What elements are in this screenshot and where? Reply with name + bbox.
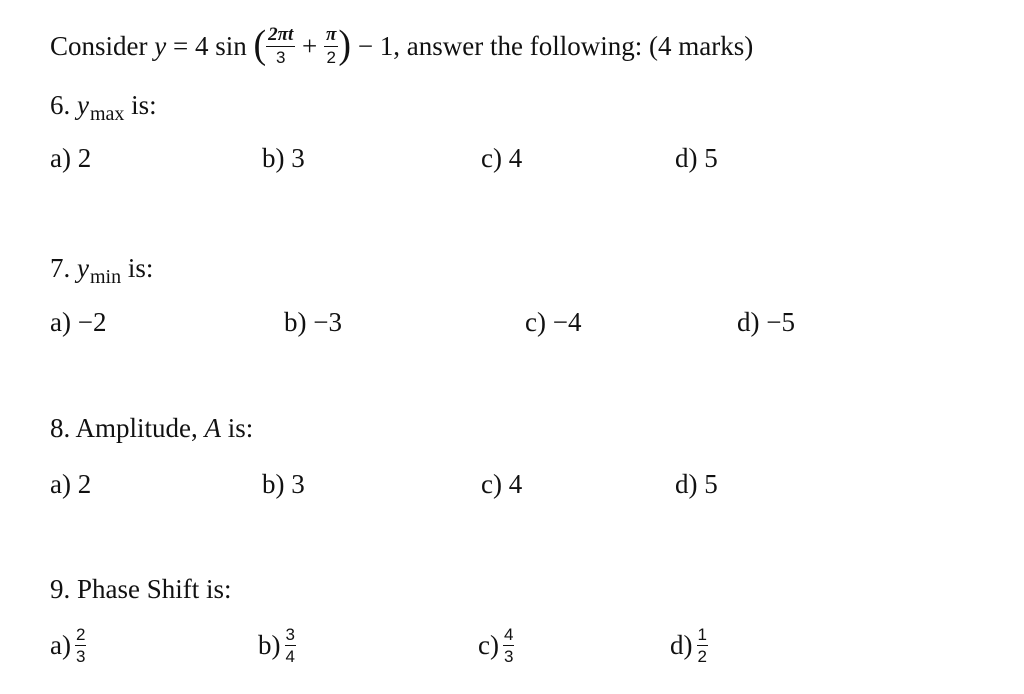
statement-suffix: − 1, answer the following: (4 marks) [351, 31, 754, 61]
fraction-numerator: 2 [75, 625, 86, 644]
question-6 [50, 90, 157, 125]
q6-option-b[interactable]: b) 3 [262, 143, 305, 173]
subscript-max: max [89, 103, 125, 125]
question-number: 7. [50, 253, 71, 283]
option-fraction [285, 626, 296, 665]
problem-statement [50, 24, 753, 69]
fraction-bar [75, 645, 86, 646]
question-tail: is: [121, 253, 154, 283]
q7-option-a[interactable]: a) −2 [50, 307, 107, 337]
amplitude-variable: A [204, 413, 221, 443]
question-tail: is: [124, 90, 157, 120]
question-number: 6. [50, 90, 71, 120]
option-fraction [75, 626, 86, 665]
q6-option-a[interactable]: a) 2 [50, 143, 92, 173]
q8-option-d[interactable]: d) 5 [675, 469, 718, 499]
fraction-denominator: 3 [75, 647, 86, 667]
fraction-numerator: π [326, 24, 337, 46]
q8-option-a[interactable]: a) 2 [50, 469, 92, 499]
y-variable: y [77, 253, 89, 283]
question-7 [50, 253, 154, 288]
question-tail: is: [221, 413, 254, 443]
q9-option-b[interactable] [258, 625, 296, 667]
open-paren: ( [253, 22, 267, 68]
q9-option-c[interactable] [478, 625, 514, 667]
option-fraction [697, 626, 708, 665]
fraction-bar [697, 645, 708, 646]
close-paren: ) [338, 22, 352, 68]
fraction-numerator: 2πt [268, 24, 294, 46]
fraction-bar [324, 46, 338, 47]
q7-option-b[interactable]: b) −3 [284, 307, 342, 337]
question-number: 8. [50, 413, 71, 443]
fraction-denominator: 3 [275, 48, 286, 68]
plus-sign: + [295, 31, 325, 61]
fraction-denominator: 2 [697, 647, 707, 667]
fraction-denominator: 2 [326, 48, 336, 68]
option-label: c) [478, 629, 499, 660]
question-number: 9. [50, 574, 71, 604]
equals-four-sin: = 4 sin [166, 31, 254, 61]
fraction-two-pi-t-over-three [266, 25, 295, 66]
question-8 [50, 415, 253, 442]
option-fraction [503, 626, 514, 665]
fraction-bar [503, 645, 514, 646]
y-variable: y [154, 31, 167, 61]
fraction-denominator: 4 [285, 647, 295, 667]
fraction-numerator: 1 [697, 625, 707, 644]
fraction-pi-over-two [324, 25, 338, 66]
q9-option-d[interactable] [670, 625, 708, 667]
question-text: Amplitude, [70, 413, 205, 443]
question-text: Phase Shift is: [70, 574, 232, 604]
option-label: d) [670, 629, 693, 660]
q6-option-d[interactable]: d) 5 [675, 143, 718, 173]
q8-option-b[interactable]: b) 3 [262, 469, 305, 499]
option-label: a) [50, 629, 71, 660]
subscript-min: min [89, 266, 122, 288]
fraction-bar [285, 645, 296, 646]
q7-option-d[interactable]: d) −5 [737, 307, 795, 337]
q6-option-c[interactable]: c) 4 [481, 143, 523, 173]
q9-option-a[interactable] [50, 625, 86, 667]
statement-prefix: Consider [50, 31, 155, 61]
option-label: b) [258, 629, 281, 660]
fraction-bar [266, 46, 295, 47]
y-variable: y [77, 90, 89, 120]
fraction-denominator: 3 [503, 647, 514, 667]
question-9 [50, 576, 232, 603]
q8-option-c[interactable]: c) 4 [481, 469, 523, 499]
fraction-numerator: 4 [503, 625, 514, 644]
fraction-numerator: 3 [285, 625, 295, 644]
q7-option-c[interactable]: c) −4 [525, 307, 582, 337]
